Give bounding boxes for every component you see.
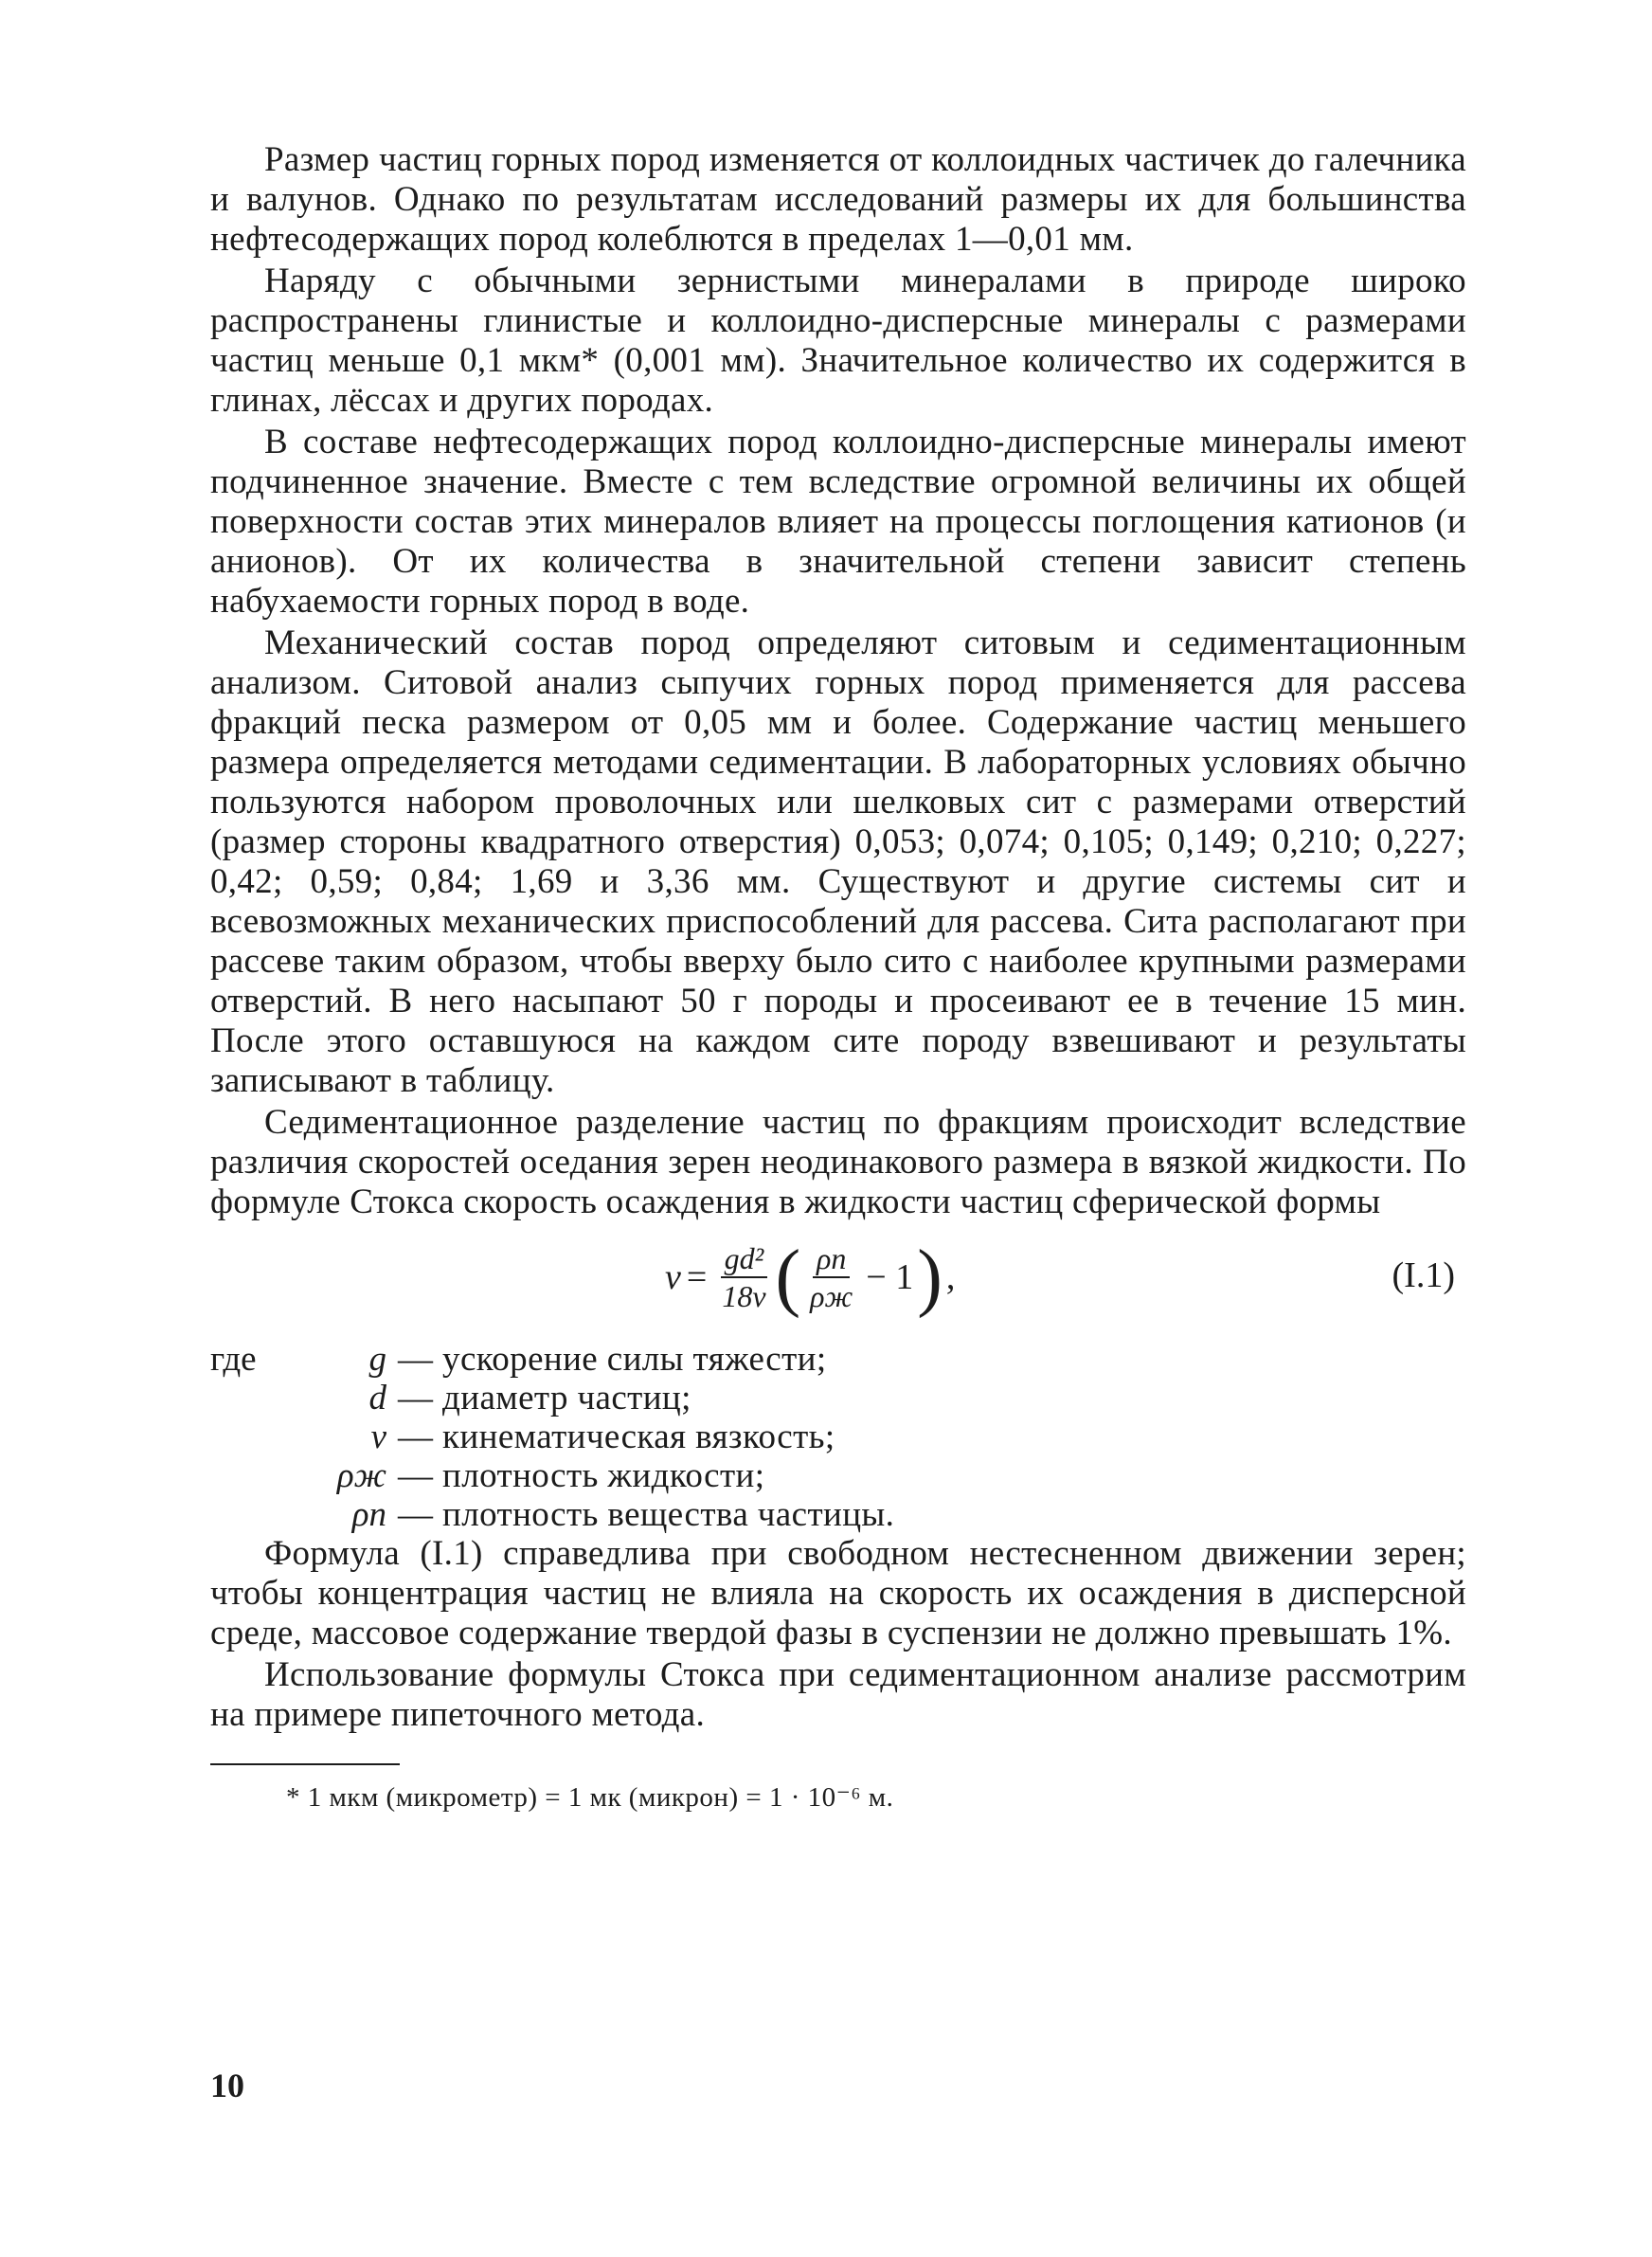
legend-row	[210, 1340, 1466, 1379]
legend-symbol: ρж	[336, 1456, 386, 1495]
formula-trailing-comma: ,	[945, 1257, 956, 1297]
legend-symbol: d	[368, 1379, 386, 1417]
formula-expression	[665, 1236, 959, 1319]
formula-paren-close: )	[917, 1236, 943, 1319]
page-body	[210, 140, 1466, 1814]
legend-description: — плотность вещества частицы.	[398, 1495, 895, 1534]
formula-denominator: 18ν	[722, 1279, 766, 1313]
paragraph-sieve-analysis: Механический состав пород определяют ситовым и седиментационным анализом. Ситовой анализ сыпучих горных пород применяется для рассева фракций песка размером от 0,05 мм и более. Содержание частиц меньшего размера определяется методами седиментации. В лабораторных условиях обычно пользуются набором проволочных или шелковых сит с размерами отверстий (размер стороны квадратного отверстия) 0,053; 0,074; 0,105; 0,149; 0,210; 0,227; 0,42; 0,59; 0,84; 1,69 и 3,36 мм. Существуют и другие системы сит и всевозможных механических приспособлений для рассева. Сита располагают при рассеве таким образом, чтобы вверху было сито с наиболее крупными размерами отверстий. В него насыпают 50 г породы и просеивают ее в течение 15 мин. После этого оставшуюся на каждом сите породу взвешивают и результаты записывают в таблицу.	[210, 623, 1466, 1100]
page-number: 10	[210, 2067, 244, 2104]
legend-row	[210, 1456, 1466, 1495]
paragraph-sedimentation: Седиментационное разделение частиц по фракциям происходит вследствие различия скоростей оседания зерен неодинакового размера в вязкой жидкости. По формуле Стокса скорость осаждения в жидкости частиц сферической формы	[210, 1103, 1466, 1221]
legend-lead: где	[210, 1340, 257, 1379]
footnote-divider	[210, 1763, 400, 1765]
legend-description: — кинематическая вязкость;	[398, 1417, 835, 1456]
legend-row	[210, 1495, 1466, 1534]
formula-numerator: gd²	[721, 1242, 768, 1278]
footnote: * 1 мкм (микрометр) = 1 мк (микрон) = 1 · 10⁻⁶ м.	[286, 1782, 894, 1813]
legend-description: — ускорение силы тяжести;	[398, 1340, 827, 1379]
formula-density-fraction	[806, 1242, 856, 1312]
legend-row	[210, 1417, 1466, 1456]
legend-symbol: ρп	[351, 1495, 386, 1534]
formula-inner-denominator: ρж	[810, 1279, 853, 1313]
legend-symbol: ν	[370, 1417, 386, 1456]
legend-row	[210, 1379, 1466, 1417]
formula-equals: =	[686, 1257, 708, 1297]
formula-velocity: v	[665, 1257, 681, 1297]
paragraph-clay-minerals: Наряду с обычными зернистыми минералами в природе широко распространены глинистые и коллоидно-дисперсные минералы с размерами частиц меньше 0,1 мкм* (0,001 мм). Значительное количество их содержится в глинах, лёссах и других породах.	[210, 262, 1466, 420]
paragraph-particle-size: Размер частиц горных пород изменяется от коллоидных частичек до галечника и валунов. Однако по результатам исследований размеры их для большинства нефтесодержащих пород колеблются в пределах 1—0,01 мм.	[210, 140, 1466, 259]
formula-main-fraction	[718, 1242, 769, 1312]
paragraph-formula-validity: Формула (I.1) справедлива при свободном нестесненном движении зерен; чтобы концентрация частиц не влияла на скорость их осаждения в дисперсной среде, массовое содержание твердой фазы в суспензии не должно превышать 1%.	[210, 1534, 1466, 1652]
paragraph-pipette-method: Использование формулы Стокса при седиментационном анализе рассмотрим на примере пипеточного метода.	[210, 1655, 1466, 1734]
formula-minus-one: − 1	[866, 1257, 914, 1297]
legend-description: — плотность жидкости;	[398, 1456, 765, 1495]
variable-legend	[210, 1340, 1466, 1534]
formula-number: (I.1)	[1392, 1255, 1455, 1295]
paragraph-oil-bearing-rocks: В составе нефтесодержащих пород коллоидно-дисперсные минералы имеют подчиненное значение. Вместе с тем вследствие огромной величины их общей поверхности состав этих минералов влияет на процессы поглощения катионов (и анионов). От их количества в значительной степени зависит степень набухаемости горных пород в воде.	[210, 423, 1466, 621]
legend-description: — диаметр частиц;	[398, 1379, 691, 1417]
formula-inner-numerator: ρп	[813, 1242, 850, 1278]
legend-symbol: g	[368, 1340, 386, 1379]
formula-paren-open: (	[775, 1236, 801, 1319]
stokes-formula	[210, 1226, 1466, 1338]
